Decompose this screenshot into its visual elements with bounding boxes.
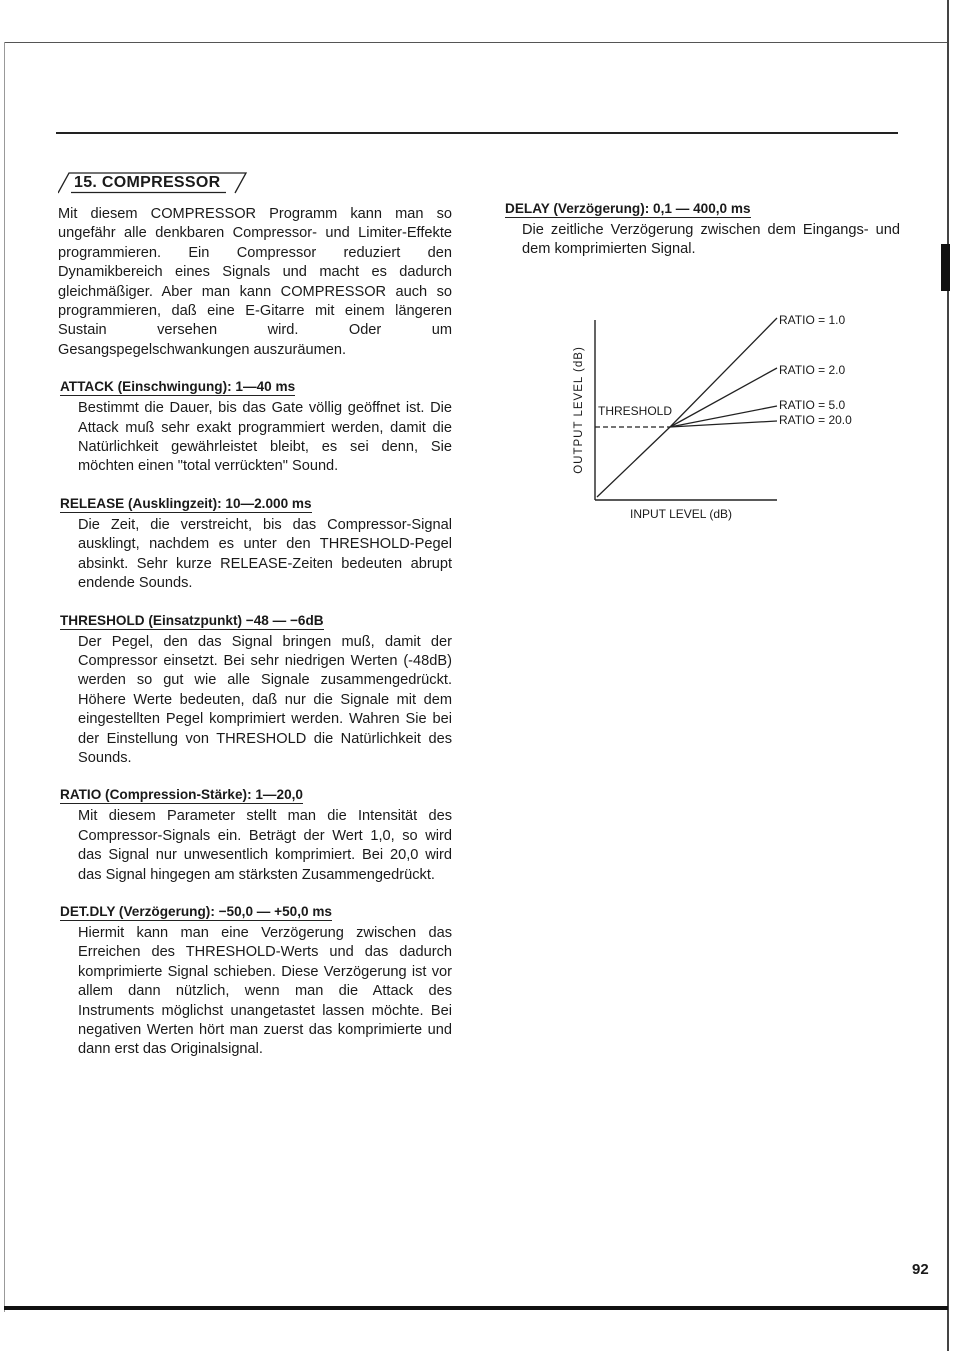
scan-left-edge: [4, 42, 5, 1312]
ratio-2-line: [670, 368, 777, 427]
param-heading: RELEASE (Ausklingzeit): 10—2.000 ms: [60, 495, 312, 511]
param-description: Die zeitliche Verzögerung zwischen dem Eingangs- und dem komprimierten Signal.: [522, 222, 900, 258]
param-description: Hiermit kann man eine Verzögerung zwischen das Erreichen des THRESHOLD-Werts und das dadurch komprimierte Signal schieben. Diese Verzögerung ist vor allem dann nützlich, wenn man die Attack des Instruments möglichst unangetastet lassen möchte. Bei negativen Werten hört man zuerst das komprimierte und dann erst das Originalsignal.: [78, 924, 452, 1058]
param-threshold: [58, 612, 452, 769]
param-heading: DET.DLY (Verzögerung): −50,0 — +50,0 ms: [60, 903, 332, 919]
param-heading: DELAY (Verzögerung): 0,1 — 400,0 ms: [505, 201, 751, 216]
param-ratio: [58, 786, 452, 885]
section-title: [58, 172, 242, 194]
param-release: [58, 495, 452, 594]
param-description: Der Pegel, den das Signal bringen muß, damit der Compressor einsetzt. Bei sehr niedrigen Werten (-48dB) werden so gut wie alle Signale zusammengedrückt. Höhere Werte bedeuten, daß nur die Signale mit dem eingestellten Pegel komprimiert werden. Wahren Sie bei der Einstellung von THRESHOLD die Natürlichkeit des Sounds.: [78, 633, 452, 766]
unity-line: [597, 427, 670, 497]
param-description: Die Zeit, die verstreicht, bis das Compressor-Signal ausklingt, nachdem es unter den THRESHOLD-Pegel absinkt. Sehr kurze RELEASE-Zeiten bedeuten abrupt endende Sounds.: [78, 516, 452, 592]
y-axis-label: OUTPUT LEVEL (dB): [573, 346, 585, 474]
ratio-label: RATIO = 1.0: [779, 313, 846, 327]
edge-tab-marker: [941, 244, 950, 291]
param-description: Mit diesem Parameter stellt man die Intensität des Compressor-Signals ein. Beträgt der Wert 1,0, so wird das Signal nur unwesentlich komprimiert. Bei 20,0 wird das Signal hingegen am stärksten Zusammengedrückt.: [78, 808, 452, 883]
right-column: [505, 200, 900, 278]
header-rule: [56, 132, 898, 134]
page-number: 92: [912, 1261, 929, 1278]
ratio-1-line: [670, 318, 777, 427]
param-heading: ATTACK (Einschwingung): 1—40 ms: [60, 379, 296, 395]
ratio-label: RATIO = 2.0: [779, 363, 846, 377]
param-delay: [505, 200, 900, 260]
threshold-label: THRESHOLD: [598, 404, 673, 418]
compressor-ratio-diagram: [560, 310, 890, 520]
param-det-dly: [58, 903, 452, 1060]
footer-rule: [4, 1306, 948, 1310]
scan-top-line: [4, 42, 948, 43]
x-axis-label: INPUT LEVEL (dB): [630, 507, 733, 521]
param-heading: RATIO (Compression-Stärke): 1—20,0: [60, 787, 303, 803]
intro-paragraph: Mit diesem COMPRESSOR Programm kann man so ungefähr alle denkbaren Compressor- und Limiter-Effekte programmieren. Ein Compressor reduziert den Dynamikbereich eines Signals und macht es dadurch gleichmäßiger. Aber man kann COMPRESSOR auch so programmieren, daß eine E-Gitarre mit einem längeren Sustain versehen wird. Oder um Gesangspegelschwankungen auszuräumen.: [58, 206, 452, 358]
scan-right-edge: [947, 0, 949, 1351]
param-heading: THRESHOLD (Einsatzpunkt) −48 — −6dB: [60, 612, 324, 628]
param-attack: [58, 378, 452, 477]
section-title-text: 15. COMPRESSOR: [74, 174, 221, 191]
ratio-label: RATIO = 5.0: [779, 398, 846, 412]
left-column: [58, 205, 452, 1078]
param-description: Bestimmt die Dauer, bis das Gate völlig geöffnet ist. Die Attack muß sehr exakt programmiert werden, damit die Natürlichkeit gewährleistet bleibt, es sei denn, Sie möchten einen "total verrückten" Sound.: [78, 400, 452, 475]
ratio-label: RATIO = 20.0: [779, 413, 852, 427]
